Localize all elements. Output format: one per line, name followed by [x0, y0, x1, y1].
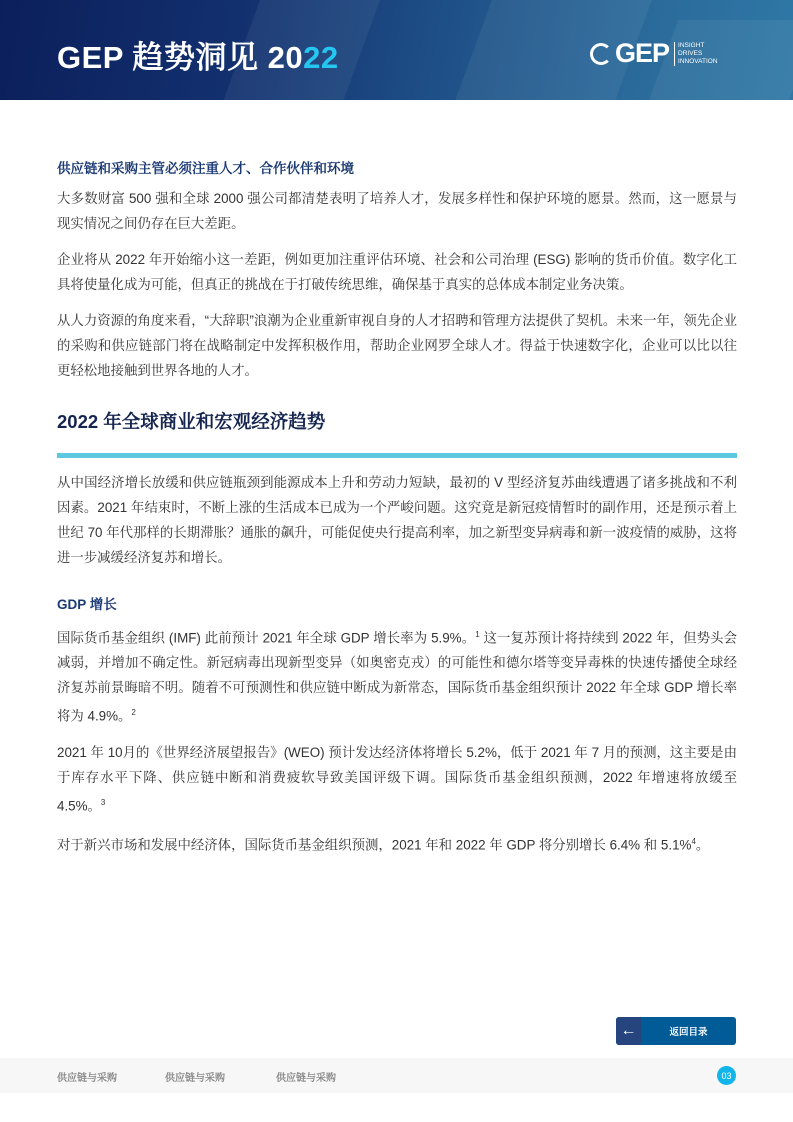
tagline-line: DRIVES: [678, 49, 703, 57]
report-title: [57, 32, 339, 77]
gep-swirl-icon: [590, 43, 612, 65]
footnote-ref[interactable]: 4: [691, 837, 696, 847]
accent-divider: [57, 453, 737, 458]
title-highlight: 22: [303, 40, 339, 75]
paragraph: 从人力资源的角度来看，“大辞职”浪潮为企业重新审视自身的人才招聘和管理方法提供了契机。未来一年，领先企业的采购和供应链部门将在战略制定中发挥积极作用，帮助企业网罗全球人才。得益于快速数字化，企业可以比以往更轻松地接触到世界各地的人才。: [57, 313, 737, 378]
logo-text: GEP: [615, 38, 670, 68]
paragraph: [57, 740, 737, 818]
section-heading-gdp: GDP 增长: [57, 597, 117, 612]
title-main: GEP 趋势洞见 20: [57, 40, 304, 75]
main-content: [57, 158, 737, 869]
footnote-ref[interactable]: 1: [475, 630, 480, 639]
footer: [0, 1058, 793, 1093]
footer-item[interactable]: 供应链与采购: [165, 1073, 225, 1084]
paragraph: 从中国经济增长放缓和供应链瓶颈到能源成本上升和劳动力短缺，最初的 V 型经济复苏曲线遭遇了诸多挑战和不利因素。2021 年结束时，不断上涨的生活成本已成为一个严峻问题。这究竟是新冠疫情暂时的副作用，还是预示着上世纪 70 年代那样的长期滞胀？通胀的飙升，可能促使央行提高利率，加之新型变异病毒和新一波疫情的威胁，这将进一步减缓经济复苏和增长。: [57, 475, 737, 565]
logo-tagline: [674, 42, 717, 66]
tagline-line: INSIGHT: [678, 41, 705, 49]
footnote-ref[interactable]: 2: [131, 708, 136, 718]
gep-logo: [590, 38, 718, 69]
paragraph: 企业将从 2022 年开始缩小这一差距，例如更加注重评估环境、社会和公司治理 (ESG) 影响的货币价值。数字化工具将使量化成为可能，但真正的挑战在于打破传统思维，确保基于真实的总体成本制定业务决策。: [57, 252, 737, 292]
footer-item[interactable]: 供应链与采购: [276, 1073, 336, 1084]
back-button-label: 返回目录: [669, 1027, 708, 1038]
footnote-ref[interactable]: 3: [100, 797, 106, 807]
tagline-line: INNOVATION: [678, 57, 718, 65]
back-to-contents-button[interactable]: [616, 1017, 736, 1045]
page-number-badge: 03: [717, 1066, 736, 1085]
text: 。: [695, 837, 710, 853]
text: 对于新兴市场和发展中经济体，国际货币基金组织预测，2021 年和 2022 年 GDP 将分别增长 6.4% 和 5.1%: [57, 837, 692, 853]
section-title-macro-trends: 2022 年全球商业和宏观经济趋势: [57, 411, 326, 432]
section-heading-talent: 供应链和采购主管必须注重人才、合作伙伴和环境: [57, 161, 354, 176]
header-banner: [0, 0, 793, 100]
text: 这一复苏预计将持续到 2022 年，但势头会减弱，并增加不确定性。新冠病毒出现新型变异（如奥密克戎）的可能性和德尔塔等变异毒株的快速传播使全球经济复苏前景晦暗不明。随着不可预测性和供应链中断成为新常态，国际货币基金组织预计 2022 年全球 GDP 增长率将为 4.9%。: [57, 630, 737, 724]
footer-item[interactable]: 供应链与采购: [57, 1073, 117, 1084]
arrow-left-icon: ←: [616, 1017, 641, 1045]
paragraph: 大多数财富 500 强和全球 2000 强公司都清楚表明了培养人才，发展多样性和保护环境的愿景。然而，这一愿景与现实情况之间仍存在巨大差距。: [57, 191, 737, 231]
text: 国际货币基金组织 (IMF) 此前预计 2021 年全球 GDP 增长率为 5.9%。: [57, 630, 476, 646]
paragraph: [57, 829, 737, 857]
paragraph: [57, 622, 737, 729]
text: 2021 年 10月的《世界经济展望报告》(WEO) 预计发达经济体将增长 5.2%，低于 2021 年 7 月的预测，这主要是由于库存水平下降、供应链中断和消费疲软导致美国评级下调。国际货币基金组织预测，2022 年增速将放缓至 4.5%。: [57, 744, 737, 814]
